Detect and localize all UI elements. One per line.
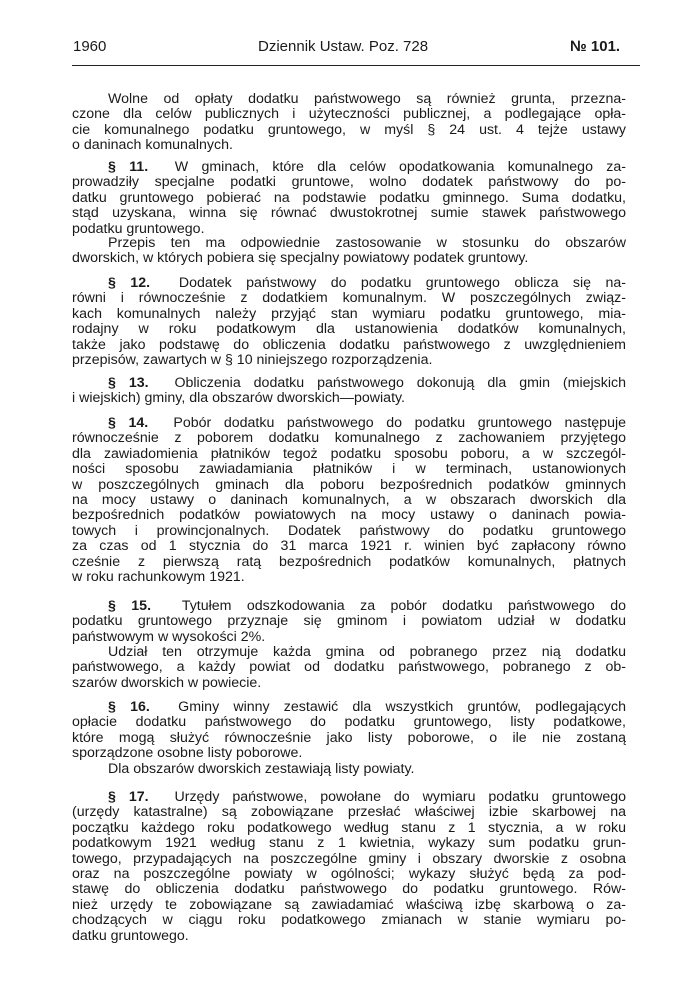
text-line [72, 462, 626, 477]
line-text: państwowego, a każdy powiat od dodatku państwowego, pobranego z ob- [72, 659, 626, 676]
text-line [72, 731, 626, 746]
line-text: na mocy ustawy o daninach komunalnych, a w obszarach dworskich dla [72, 491, 626, 508]
line-text: nież urzędy te zobowiązane są zawiadamiać właściwą izbę skarbową o za- [72, 896, 626, 913]
text-line [72, 276, 626, 291]
paragraph [72, 236, 626, 267]
line-text: Obliczenia dodatku państwowego dokonują dla gmin (miejskich [174, 375, 626, 391]
text-line [72, 493, 626, 508]
line-text: Dodatek państwowy do podatku gruntowego oblicza się na- [178, 275, 626, 291]
text-line [72, 746, 626, 761]
line-text: kach komunalnych należy przyjąć stan wymiaru podatku gruntowego, mia- [72, 305, 626, 322]
line-text: podatku gruntowego przyznaje się gminom i powiatom udział w dodatku [72, 613, 626, 630]
line-text: Udział ten otrzymuje każda gmina od pobranego przez nią dodatku [108, 644, 626, 660]
section-number: § 16. [108, 699, 150, 715]
page-number: 1960 [73, 38, 107, 55]
section-14 [72, 416, 626, 585]
line-text: oraz na poszczególne powiaty w ogólności; wykazy służyć będą za pod- [72, 865, 626, 882]
text-line [72, 376, 626, 391]
text-line [72, 391, 626, 406]
section-number: § 12. [108, 275, 151, 291]
section-number: § 15. [108, 598, 152, 614]
line-text: przepisów, zawartych w § 10 niniejszego rozporządzenia. [72, 351, 433, 368]
text-line [72, 700, 626, 715]
line-text: za czas od 1 stycznia do 31 marca 1921 r. winien być zapłacony równo [72, 538, 626, 555]
text-line [72, 107, 626, 122]
text-line [72, 555, 626, 570]
text-line [72, 478, 626, 493]
text-line [72, 508, 626, 523]
line-text: w poszczególnych gminach dla poboru bezpośrednich podatków gminnych [72, 476, 626, 493]
text-line [72, 160, 626, 175]
text-line [72, 447, 626, 462]
text-line [72, 123, 626, 138]
line-text: datku gruntowego pobierać na podstawie podatku gminnego. Suma dodatku, [72, 189, 626, 206]
line-text: dla zawiadomienia płatników tegoż podatku sposobu poboru, a w szczegól- [72, 445, 626, 462]
line-text: sporządzone osobne listy poborowe. [72, 745, 303, 762]
text-line [72, 929, 626, 944]
line-text: stawę do obliczenia dodatku państwowego do podatku gruntowego. Rów- [72, 881, 626, 898]
text-line [72, 291, 626, 306]
text-line [72, 524, 626, 539]
text-line [72, 913, 626, 928]
text-line [72, 416, 626, 431]
line-text: Urzędy państwowe, powołane do wymiaru podatku gruntowego [174, 789, 626, 805]
text-line [72, 805, 626, 820]
line-text: Tytułem odszkodowania za pobór dodatku państwowego do [181, 598, 626, 614]
line-text: towych i prowincjonalnych. Dodatek państwowy do podatku gruntowego [72, 522, 626, 539]
text-line [72, 353, 626, 368]
line-text: towego, przypadających na poszczególne gminy i obszary dworskie z osobna [72, 850, 626, 867]
text-line [72, 762, 626, 777]
text-line [72, 191, 626, 206]
line-text: W gminach, które dla celów opodatkowania komunalnego za- [174, 159, 626, 175]
text-line [72, 630, 626, 645]
line-text: równocześnie z poborem dodatku komunalnego z zachowaniem przyjętego [72, 430, 626, 447]
line-text: szarów dworskich w powiecie. [72, 674, 262, 691]
line-text: podatkowym 1921 według stanu z 1 kwietnia, wykazy sum podatku grun- [72, 835, 626, 852]
line-text: (urzędy katastralne) są zobowiązane przesłać właściwej izbie skarbowej na [72, 804, 626, 821]
line-text: równi i równocześnie z dodatkiem komunalnym. W poszczególnych związ- [72, 290, 626, 307]
line-text: bezpośrednich podatków powiatowych na mocy ustawy o daninach powia- [72, 507, 626, 524]
section-17 [72, 790, 626, 944]
section-12 [72, 276, 626, 368]
paragraph [72, 645, 626, 691]
paragraph [72, 92, 626, 154]
text-line [72, 251, 626, 266]
line-text: w roku rachunkowym 1921. [72, 568, 245, 585]
line-text: prowadziły specjalne podatki gruntowe, wolno dodatek państwowy do po- [72, 174, 626, 191]
line-text: cie komunalnego podatku gruntowego, w myśl § 24 ust. 4 tejże ustawy [72, 121, 626, 138]
section-13 [72, 376, 626, 407]
line-text: państwowym w wysokości 2%. [72, 628, 266, 645]
line-text: początku każdego roku podatkowego według stanu z 1 stycznia, a w roku [72, 819, 626, 836]
text-line [72, 307, 626, 322]
line-text: cześnie z pierwszą ratą bezpośrednich podatków komunalnych, płatnych [72, 553, 626, 570]
line-text: opłacie dodatku państwowego do podatku gruntowego, listy podatkowe, [72, 714, 626, 731]
text-line [72, 790, 626, 805]
text-line [72, 599, 626, 614]
text-line [72, 645, 626, 660]
line-text: czone dla celów publicznych i użyteczności publicznej, a podlegające opła- [72, 106, 626, 123]
text-line [72, 852, 626, 867]
text-line [72, 898, 626, 913]
text-line [72, 206, 626, 221]
line-text: rodajny w roku podatkowym dla ustanowienia dodatków komunalnych, [72, 321, 626, 338]
text-line [72, 236, 626, 251]
section-number: § 13. [108, 375, 149, 391]
line-text: Gminy winny zestawić dla wszystkich gruntów, podlegających [178, 699, 626, 715]
line-text: o daninach komunalnych. [72, 137, 233, 154]
line-text: dworskich, w których pobiera się specjalny powiatowy podatek gruntowy. [72, 250, 529, 267]
text-line [72, 338, 626, 353]
header-rule [72, 65, 640, 66]
line-text: które mogą służyć równocześnie jako listy poborowe, o ile nie zostaną [72, 729, 626, 746]
line-text: Dla obszarów dworskich zestawiają listy powiaty. [108, 761, 415, 777]
section-number: § 14. [108, 415, 149, 431]
text-line [72, 539, 626, 554]
line-text: stąd uzyskana, winna się równać dwustokrotnej sumie stawek państwowego [72, 205, 626, 222]
section-15 [72, 599, 626, 645]
text-line [72, 715, 626, 730]
journal-title: Dziennik Ustaw. Poz. 728 [258, 38, 429, 55]
line-text: chodzących w ciągu roku podatkowego zmianach w stanie wymiaru po- [72, 912, 626, 929]
text-line [72, 676, 626, 691]
paragraph [72, 762, 626, 777]
text-line [72, 322, 626, 337]
text-line [72, 92, 626, 107]
line-text: Przepis ten ma odpowiednie zastosowanie w stosunku do obszarów [108, 235, 626, 251]
line-text: podatku gruntowego. [72, 220, 205, 237]
line-text: ności sposobu zawiadamiania płatników i w terminach, ustanowionych [72, 461, 626, 478]
line-text: Pobór dodatku państwowego do podatku gruntowego następuje [173, 415, 627, 431]
text-line [72, 175, 626, 190]
issue-number: № 101. [570, 38, 621, 55]
text-line [72, 570, 626, 585]
text-line [72, 882, 626, 897]
section-16 [72, 700, 626, 762]
text-line [72, 614, 626, 629]
text-line [72, 821, 626, 836]
text-line [72, 836, 626, 851]
line-text: Wolne od opłaty dodatku państwowego są również grunta, przezna- [108, 91, 626, 107]
text-line [72, 660, 626, 675]
line-text: datku gruntowego. [72, 927, 189, 944]
line-text: także jako podstawę do obliczenia dodatku państwowego z uwzględnieniem [72, 336, 626, 353]
text-line [72, 431, 626, 446]
text-line [72, 867, 626, 882]
text-line [72, 138, 626, 153]
section-number: § 11. [108, 159, 149, 175]
section-11 [72, 160, 626, 237]
section-number: § 17. [108, 789, 149, 805]
line-text: i wiejskich) gminy, dla obszarów dworskich—powiaty. [72, 390, 405, 407]
